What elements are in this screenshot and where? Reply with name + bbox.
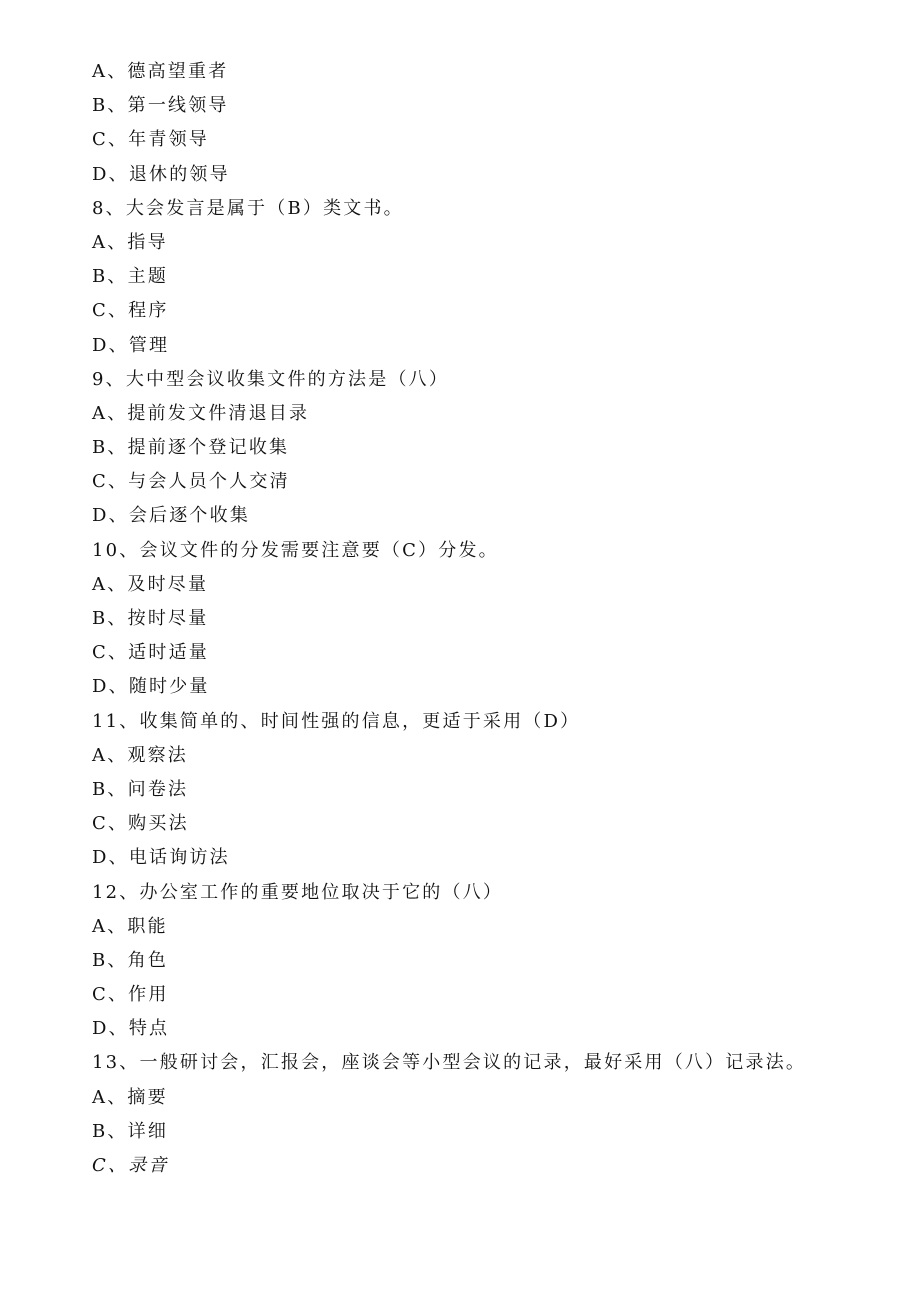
option-a: A、德高望重者 bbox=[92, 61, 229, 82]
question-13-option-a: A、摘要 bbox=[92, 1086, 168, 1108]
option-d: D、退休的领导 bbox=[92, 163, 230, 185]
question-8: 8、大会发言是属于（B）类文书。 bbox=[92, 197, 404, 219]
question-11-option-c: C、购买法 bbox=[92, 813, 189, 835]
question-13-option-b: B、详细 bbox=[92, 1120, 169, 1142]
question-12: 12、办公室工作的重要地位取决于它的（八） bbox=[92, 881, 504, 903]
question-11-option-a: A、观察法 bbox=[92, 744, 188, 766]
question-11-option-b: B、问卷法 bbox=[92, 778, 189, 800]
question-12-option-b: B、角色 bbox=[92, 949, 169, 971]
question-13-option-c: C、录音 bbox=[92, 1155, 169, 1176]
document-page bbox=[92, 55, 872, 1183]
question-12-option-d: D、特点 bbox=[92, 1018, 170, 1040]
question-10: 10、会议文件的分发需要注意要（C）分发。 bbox=[92, 539, 499, 561]
question-13: 13、一般研讨会，汇报会，座谈会等小型会议的记录，最好采用（八）记录法。 bbox=[92, 1052, 807, 1074]
question-12-option-c: C、作用 bbox=[92, 984, 169, 1006]
question-9-option-a: A、提前发文件清退目录 bbox=[92, 402, 310, 424]
question-10-option-d: D、随时少量 bbox=[92, 676, 210, 698]
question-9-option-c: C、与会人员个人交清 bbox=[92, 471, 290, 493]
question-8-option-d: D、管理 bbox=[92, 334, 170, 356]
question-8-option-a: A、指导 bbox=[92, 231, 168, 253]
question-9-option-d: D、会后逐个收集 bbox=[92, 505, 251, 527]
question-10-option-c: C、适时适量 bbox=[92, 642, 209, 664]
question-11-option-d: D、电话询访法 bbox=[92, 847, 230, 869]
question-8-option-c: C、程序 bbox=[92, 300, 169, 322]
question-10-option-a: A、及时尽量 bbox=[92, 573, 209, 595]
question-9-option-b: B、提前逐个登记收集 bbox=[92, 437, 290, 459]
option-b: B、第一线领导 bbox=[92, 95, 229, 117]
option-c: C、年青领导 bbox=[92, 129, 209, 151]
question-9: 9、大中型会议收集文件的方法是（八） bbox=[92, 368, 450, 390]
question-8-option-b: B、主题 bbox=[92, 266, 169, 288]
question-10-option-b: B、按时尽量 bbox=[92, 608, 209, 629]
question-12-option-a: A、职能 bbox=[92, 915, 168, 937]
question-11: 11、收集简单的、时间性强的信息，更适于采用（D） bbox=[92, 710, 581, 732]
